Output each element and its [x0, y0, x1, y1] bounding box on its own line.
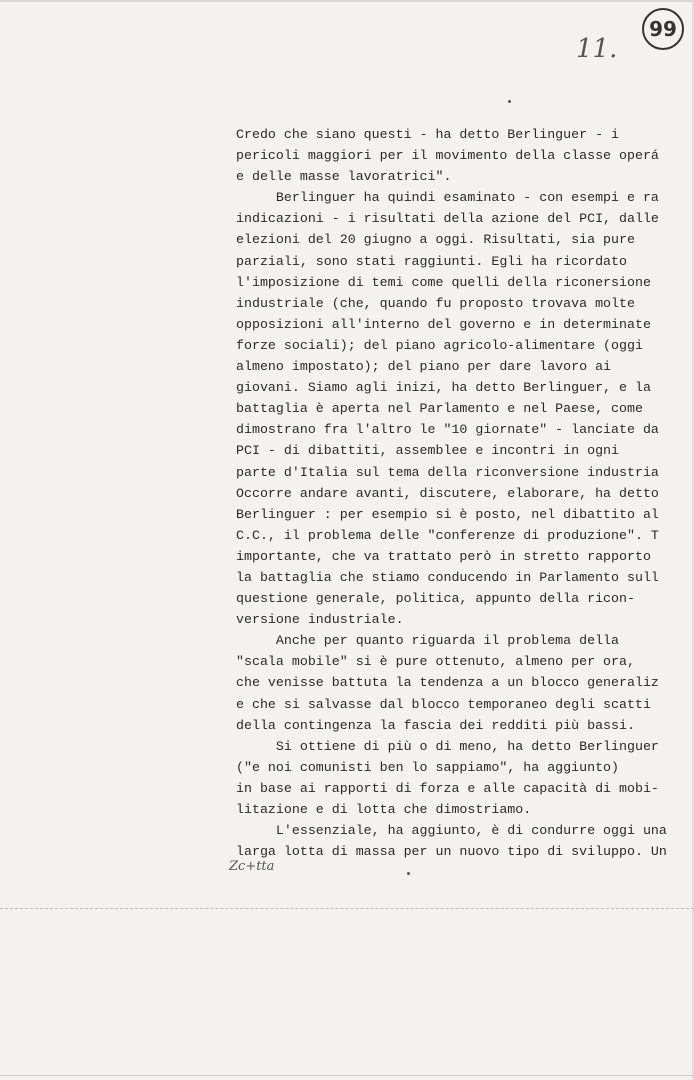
- text-line: pericoli maggiori per il movimento della classe operá: [236, 148, 659, 164]
- text-line: questione generale, politica, appunto della ricon-: [236, 591, 635, 607]
- text-line: della contingenza la fascia dei redditi più bassi.: [236, 717, 635, 733]
- page-fold-line: [0, 908, 694, 909]
- stamp-number: 99: [649, 17, 677, 41]
- text-line: dimostrano fra l'altro le "10 giornate" - lanciate da: [236, 422, 659, 438]
- text-line: forze sociali); del piano agricolo-alimentare (oggi: [236, 337, 643, 353]
- text-line: che venisse battuta la tendenza a un blocco generaliz: [236, 675, 659, 691]
- text-line: Si ottiene di più o di meno, ha detto Berlinguer: [236, 738, 659, 754]
- text-line: parziali, sono stati raggiunti. Egli ha ricordato: [236, 253, 627, 269]
- text-line: Occorre andare avanti, discutere, elaborare, ha detto: [236, 485, 659, 501]
- handwritten-mark: Zc+tta: [229, 859, 275, 874]
- text-line: Berlinguer ha quindi esaminato - con esempi e ra: [236, 190, 659, 206]
- text-line: opposizioni all'interno del governo e in determinate: [236, 316, 651, 332]
- page-bottom-edge: [0, 1075, 694, 1076]
- text-line: larga lotta di massa per un nuovo tipo di sviluppo. Un: [236, 844, 667, 860]
- text-line: C.C., il problema delle "conferenze di produzione". T: [236, 527, 659, 543]
- text-line: elezioni del 20 giugno a oggi. Risultati, sia pure: [236, 232, 635, 248]
- text-line: battaglia è aperta nel Parlamento e nel Paese, come: [236, 401, 643, 417]
- text-line: litazione e di lotta che dimostriamo.: [236, 802, 532, 817]
- text-line: ("e noi comunisti ben lo sappiamo", ha aggiunto): [236, 759, 620, 775]
- text-line: l'imposizione di temi come quelli della riconersione: [236, 274, 651, 290]
- text-line: "scala mobile" si è pure ottenuto, almeno per ora,: [236, 654, 635, 670]
- scan-edge-top: [0, 0, 694, 2]
- text-line: versione industriale.: [236, 612, 404, 628]
- text-line: industriale (che, quando fu proposto trovava molte: [236, 295, 635, 311]
- text-line: parte d'Italia sul tema della riconversione industria: [236, 464, 659, 480]
- text-line: L'essenziale, ha aggiunto, è di condurre oggi una: [236, 823, 667, 839]
- text-line: Anche per quanto riguarda il problema della: [236, 633, 620, 649]
- typed-text-body: [236, 124, 694, 864]
- text-line: la battaglia che stiamo conducendo in Parlamento sull: [236, 569, 659, 585]
- text-line: in base ai rapporti di forza e alle capacità di mobi-: [236, 780, 659, 796]
- text-line: giovani. Siamo agli inizi, ha detto Berlinguer, e la: [236, 380, 651, 396]
- text-line: PCI - di dibattiti, assemblee e incontri in ogni: [236, 443, 620, 459]
- text-line: importante, che va trattato però in stretto rapporto: [236, 548, 651, 564]
- ink-dot: [508, 100, 511, 103]
- text-line: Credo che siano questi - ha detto Berlinguer - i: [236, 127, 620, 142]
- text-line: e che si salvasse dal blocco temporaneo degli scatti: [236, 696, 651, 712]
- ink-dot: [407, 872, 410, 875]
- text-line: Berlinguer : per esempio si è posto, nel dibattito al: [236, 506, 659, 522]
- text-line: almeno impostato); del piano per dare lavoro ai: [236, 359, 612, 375]
- handwritten-page-number: 11.: [576, 34, 618, 64]
- text-line: e delle masse lavoratrici".: [236, 169, 452, 185]
- text-line: indicazioni - i risultati della azione del PCI, dalle: [236, 211, 659, 227]
- page-number-stamp: [642, 8, 684, 50]
